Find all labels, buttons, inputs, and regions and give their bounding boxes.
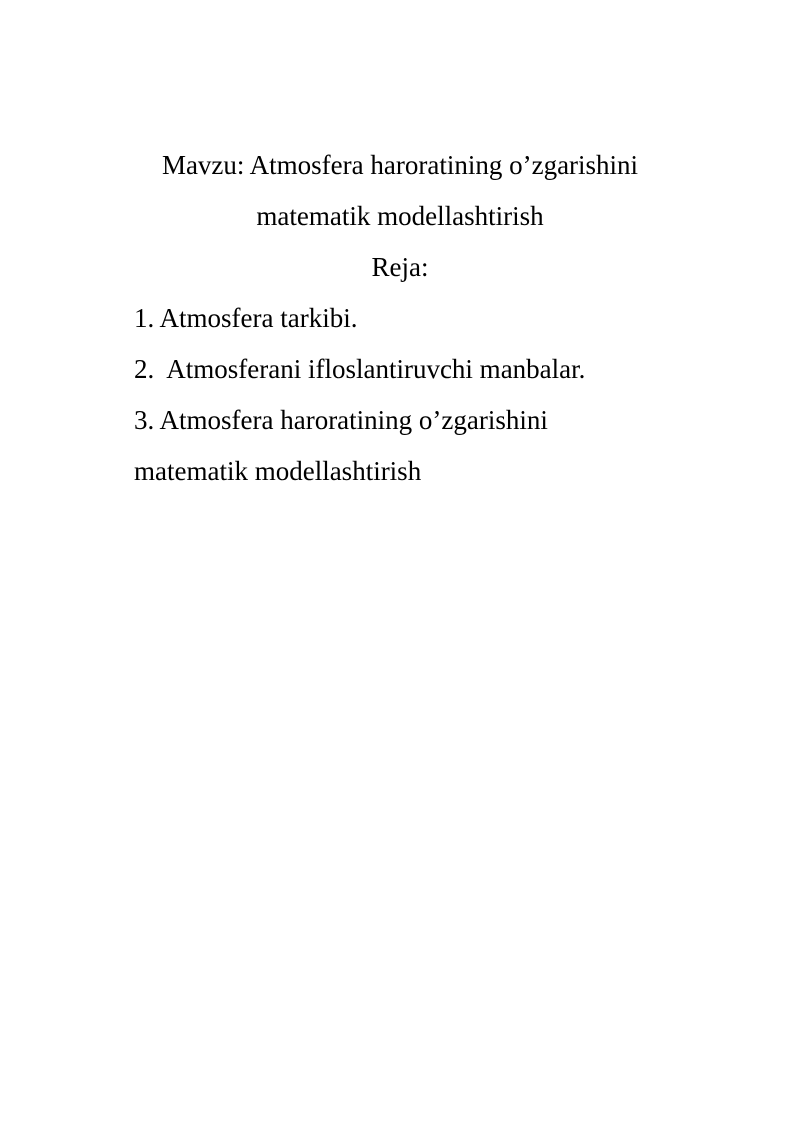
- plan-item-3-continued: matematik modellashtirish: [134, 456, 422, 486]
- title-line-1: Mavzu: Atmosfera haroratining o’zgarishini: [161, 150, 639, 180]
- plan-heading: Reja:: [371, 252, 429, 282]
- plan-item-1: 1. Atmosfera tarkibi.: [134, 303, 358, 333]
- plan-item-2: 2. Atmosferani ifloslantiruvchi manbalar.: [134, 354, 586, 384]
- plan-item-3: 3. Atmosfera haroratining o’zgarishini: [134, 405, 548, 435]
- document-title: [100, 140, 700, 242]
- plan-list: [134, 293, 694, 497]
- title-line-2: matematik modellashtirish: [256, 201, 544, 231]
